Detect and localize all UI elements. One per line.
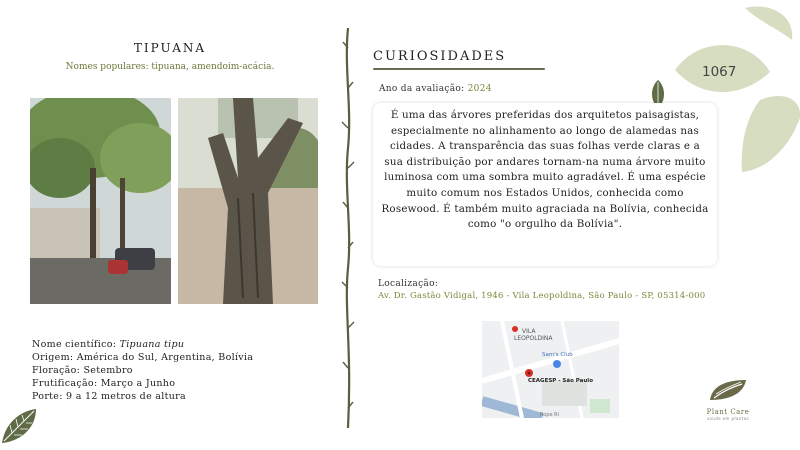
- curiosities-underline: [373, 68, 545, 70]
- map-district-line1: VILA: [522, 328, 536, 335]
- map-district-line2: LEOPOLDINA: [514, 335, 553, 342]
- brand-tagline: saúde em plantas: [706, 416, 750, 421]
- popular-names: Nomes populares: tipuana, amendoim-acácia.: [65, 62, 275, 72]
- plant-care-logo-icon: [708, 378, 748, 402]
- tree-number: 1067: [702, 64, 737, 80]
- vine-divider-icon: [340, 28, 356, 428]
- flowering: Floração: Setembro: [32, 365, 133, 376]
- fruiting: Frutificação: Março a Junho: [32, 378, 176, 389]
- tree-photo-trunk: [178, 98, 318, 304]
- brand-logo: [700, 378, 756, 428]
- scientific-name: Nome científico: Tipuana tipu: [32, 339, 185, 350]
- brand-name: Plant Care: [706, 408, 750, 416]
- map-poi-icon: [512, 326, 518, 332]
- location-address: Av. Dr. Gastão Vidigal, 1946 - Vila Leopoldina, São Paulo - SP, 05314-000: [378, 291, 706, 301]
- origin: Origem: América do Sul, Argentina, Bolívia: [32, 352, 254, 363]
- tree-title: TIPUANA: [133, 41, 207, 55]
- map-store-label: Sam's Club: [542, 352, 573, 358]
- curiosities-text: É uma das árvores preferidas dos arquitetos paisagistas, especialmente no alinhamento ao longo de alamedas nas cidades. A transparência das suas folhas verde claras e a sua distribuição por andares tornam-na numa árvore muito luminosa com uma sombra muito agradável. É uma espécie muito comum nos Estados Unidos, conhecida como Rosewood. É também muito agraciada na Bolívia, conhecida como "o orgulho da Bolívia".: [381, 109, 709, 231]
- curiosities-textbox: [373, 103, 717, 266]
- corner-leaf-icon: [0, 405, 40, 445]
- map-bottom-label: Rope Ri: [540, 412, 560, 418]
- curiosities-title: CURIOSIDADES: [373, 49, 507, 64]
- tree-size: Porte: 9 a 12 metros de altura: [32, 391, 186, 402]
- location-map[interactable]: [482, 321, 619, 418]
- evaluation-year: Ano da avaliação: 2024: [379, 84, 492, 94]
- tree-details: [32, 338, 253, 403]
- location-label: Localização:: [378, 279, 439, 289]
- tree-photo-street: [30, 98, 171, 304]
- map-store-marker-icon: [553, 360, 561, 368]
- map-place-label: CEAGESP - São Paulo: [528, 378, 593, 384]
